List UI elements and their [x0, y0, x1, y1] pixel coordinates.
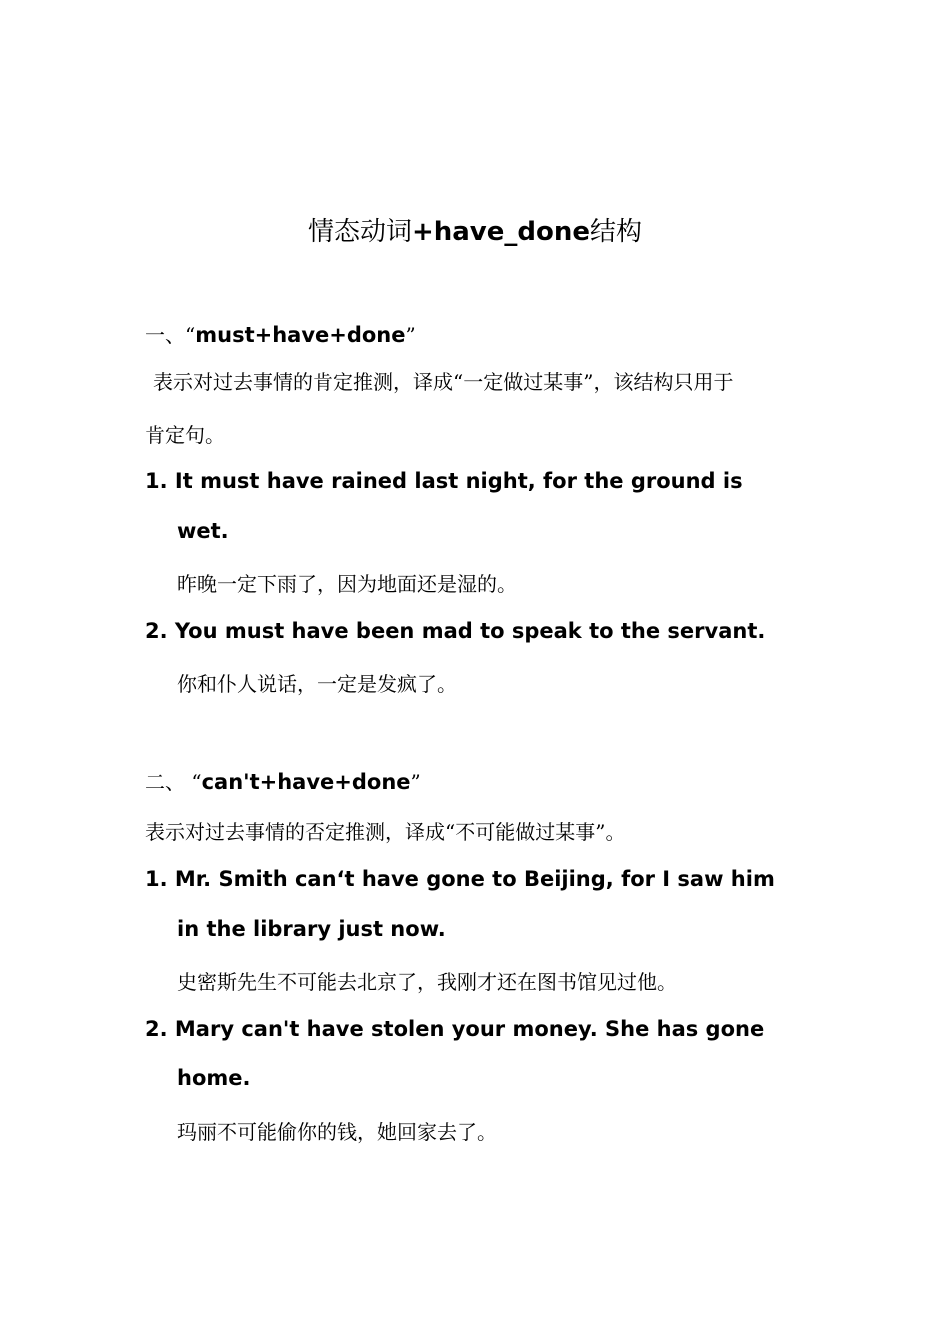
- section1-example2-line1: 2. You must have been mad to speak to the servant.: [145, 619, 766, 643]
- section1-desc-line2: 肯定句。: [145, 423, 225, 447]
- section2-heading: [145, 767, 825, 797]
- section1-heading-suffix: ”: [405, 323, 416, 347]
- title-en: +have_done: [411, 217, 591, 247]
- section1-heading-term: must+have+done: [195, 323, 406, 347]
- section1-example1-translation: 昨晚一定下雨了，因为地面还是湿的。: [177, 572, 517, 596]
- section2-example1-translation: 史密斯先生不可能去北京了，我刚才还在图书馆见过他。: [177, 970, 677, 994]
- section1-desc-line1: 表示对过去事情的肯定推测，译成“一定做过某事”，该结构只用于: [153, 370, 734, 394]
- section1-example1-line1: 1. It must have rained last night, for the ground is: [145, 469, 743, 493]
- section2-heading-suffix: ”: [410, 770, 421, 794]
- section1-example1-line2: wet.: [177, 519, 229, 543]
- section2-heading-prefix: 二、 “: [145, 770, 202, 794]
- section1-heading: [145, 320, 825, 350]
- section2-heading-term: can't+have+done: [201, 770, 411, 794]
- section1-example2-translation: 你和仆人说话，一定是发疯了。: [177, 672, 457, 696]
- title-zh-prefix: 情态动词: [307, 217, 412, 247]
- section2-example1-line2: in the library just now.: [177, 917, 446, 941]
- title-zh-suffix: 结构: [590, 217, 643, 247]
- page-title: [0, 212, 950, 252]
- section2-example2-line2: home.: [177, 1066, 251, 1090]
- section2-example2-line1: 2. Mary can't have stolen your money. She has gone: [145, 1017, 765, 1041]
- section2-example2-translation: 玛丽不可能偷你的钱，她回家去了。: [177, 1120, 497, 1144]
- section2-example1-line1: 1. Mr. Smith can‘t have gone to Beijing, for I saw him: [145, 867, 775, 891]
- section2-desc-line1: 表示对过去事情的否定推测，译成“不可能做过某事”。: [145, 820, 626, 844]
- section1-heading-prefix: 一、“: [145, 323, 196, 347]
